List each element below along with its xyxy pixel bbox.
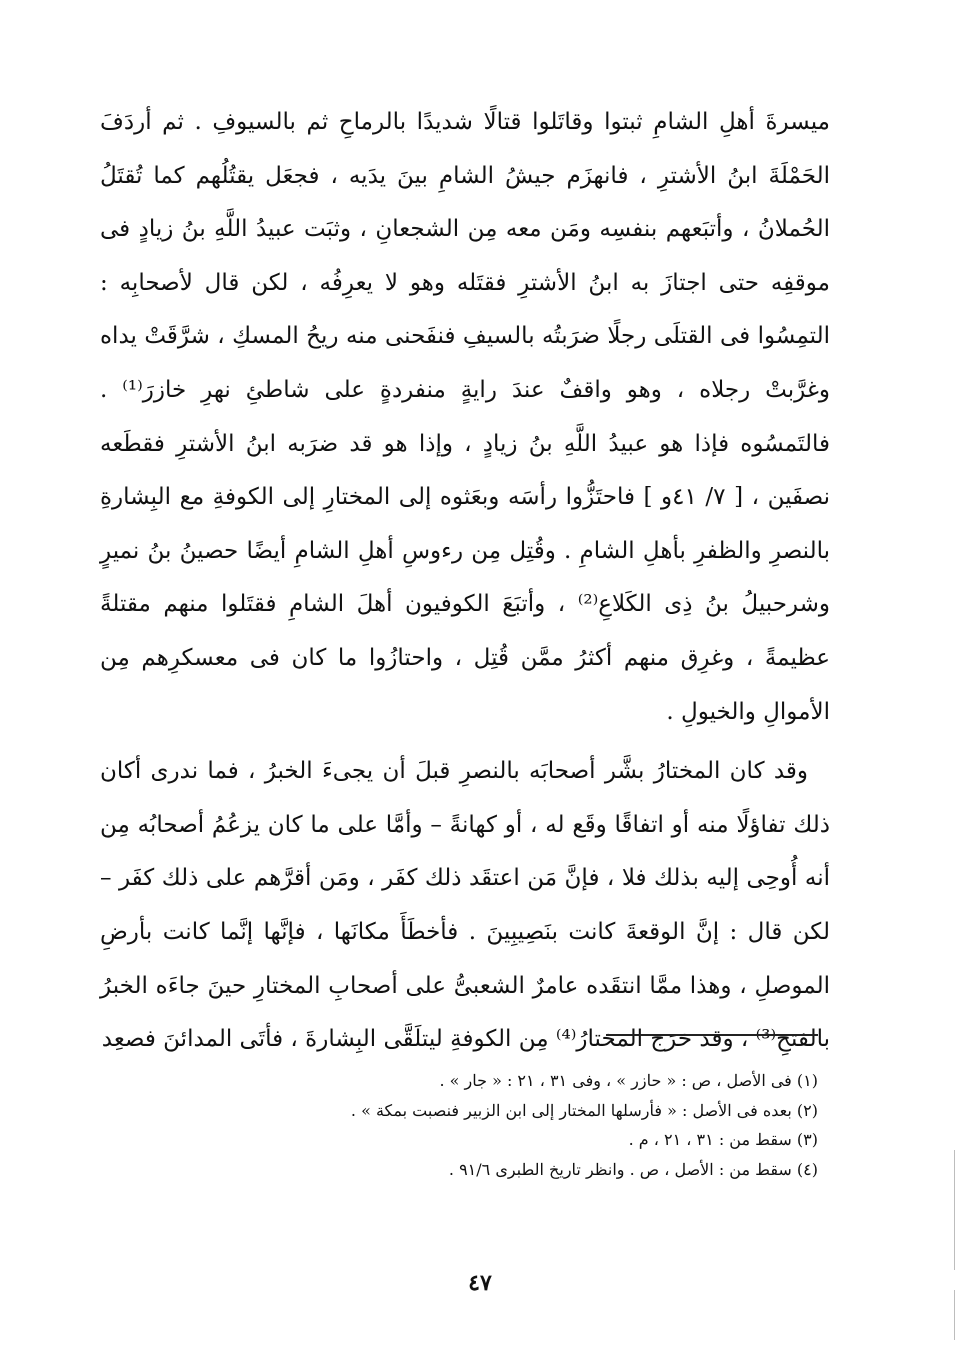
paragraph-1: ميسرةَ أهلِ الشامِ ثبتوا وقاتَلوا قتالًا شديدًا بالرماحِ ثم بالسيوفِ . ثم أردَفَ الحَمْلَةَ ابنُ الأشترِ ، فانهزَم جيشُ الشامِ بينَ يدَيه ، فجعَل يقتُلُهم كما تُقتَلُ الحُملانُ ، وأتبَعهم بنفسِه ومَن معه مِن الشجعانِ ، وثبَت عبيدُ اللَّهِ بنُ زيادٍ فى موقفِه حتى اجتازَ به ابنُ الأشترِ فقتَله وهو لا يعرِفُه ، لكن قال لأصحابِه : التمِسُوا فى القتلَى رجلًا ضرَبتُه بالسيفِ فنفَحنى منه ريحُ المسكِ ، شرَّقَتْ يداه وغرَّبتْ رجلاه ، وهو واقفٌ عندَ رايةٍ منفردةٍ على شاطئِ نهرِ خازرَ⁽¹⁾ . فالتَمسُوه فإذا هو عبيدُ اللَّهِ بنُ زيادٍ ، وإذا هو قد ضرَبه ابنُ الأشترِ فقطَعه نصفَين ، [ ٧/ ٤١و ] فاحتَزُّوا رأسَه وبعَثوه إلى المختارِ إلى الكوفةِ مع البِشارةِ بالنصرِ والظفرِ بأهلِ الشامِ . وقُتِل مِن رءوسِ أهلِ الشامِ أيضًا حصينُ بنُ نميرٍ وشرحبيلُ بنُ ذِى الكَلاعِ⁽²⁾ ، وأتبَعَ الكوفيون أهلَ الشامِ فقتَلوا منهم مقتلةً عظيمةً ، وغرِق منهم أكثرُ ممَّن قُتِل ، واحتازُوا ما كان فى معسكرِهم مِن الأموالِ والخيولِ . [100, 109, 831, 725]
footnote-divider [606, 1034, 818, 1036]
scan-edge-mark [954, 1150, 955, 1270]
scan-edge-mark [954, 1290, 955, 1340]
footnote-4: (٤) سقط من : الأصل ، ص . وانظر تاريخ الطبرى ٩١/٦ . [448, 1159, 818, 1179]
footnote-3: (٣) سقط من : ٣١ ، ٢١ ، م . [628, 1130, 818, 1149]
main-text [100, 96, 830, 1067]
footnotes [200, 1066, 818, 1184]
page-number: ٤٧ [468, 1270, 492, 1296]
footnote-2: (٢) بعده فى الأصل : « فأرسلها المختار إلى ابن الزبير فنصبت بمكة » . [350, 1100, 818, 1120]
footnote-1: (١) فى الأصل ، ص : « حازر » ، وفى ٣١ ، ٢١ : « جار » . [439, 1071, 818, 1090]
paragraph-2: وقد كان المختارُ بشَّر أصحابَه بالنصرِ قبلَ أن يجىءَ الخبرُ ، فما ندرى أكان ذلك تفاؤلًا منه أو اتفاقًا وقَع له ، أو كهانةً – وأمَّا على ما كان يزعُمُ أصحابُه مِن أنه أُوحِى إليه بذلك فلا ، فإنَّ مَن اعتقَد ذلك كفَر ، ومَن أقرَّهم على ذلك كفَر – لكن قال : إنَّ الوقعةَ كانت بنَصِيبِينَ . فأخطَأَ مكانَها ، فإنَّها إنَّما كانت بأرضِ الموصلِ ، وهذا ممَّا انتقَده عامرٌ الشعبىُّ على أصحابِ المختارِ حينَ جاءَه الخبرُ بالفتحِ⁽³⁾ ، وقد خرَج المختارُ⁽⁴⁾ مِن الكوفةِ ليتلَقَّى البِشارةَ ، فأتَى المدائنَ فصعِد [100, 758, 830, 1053]
